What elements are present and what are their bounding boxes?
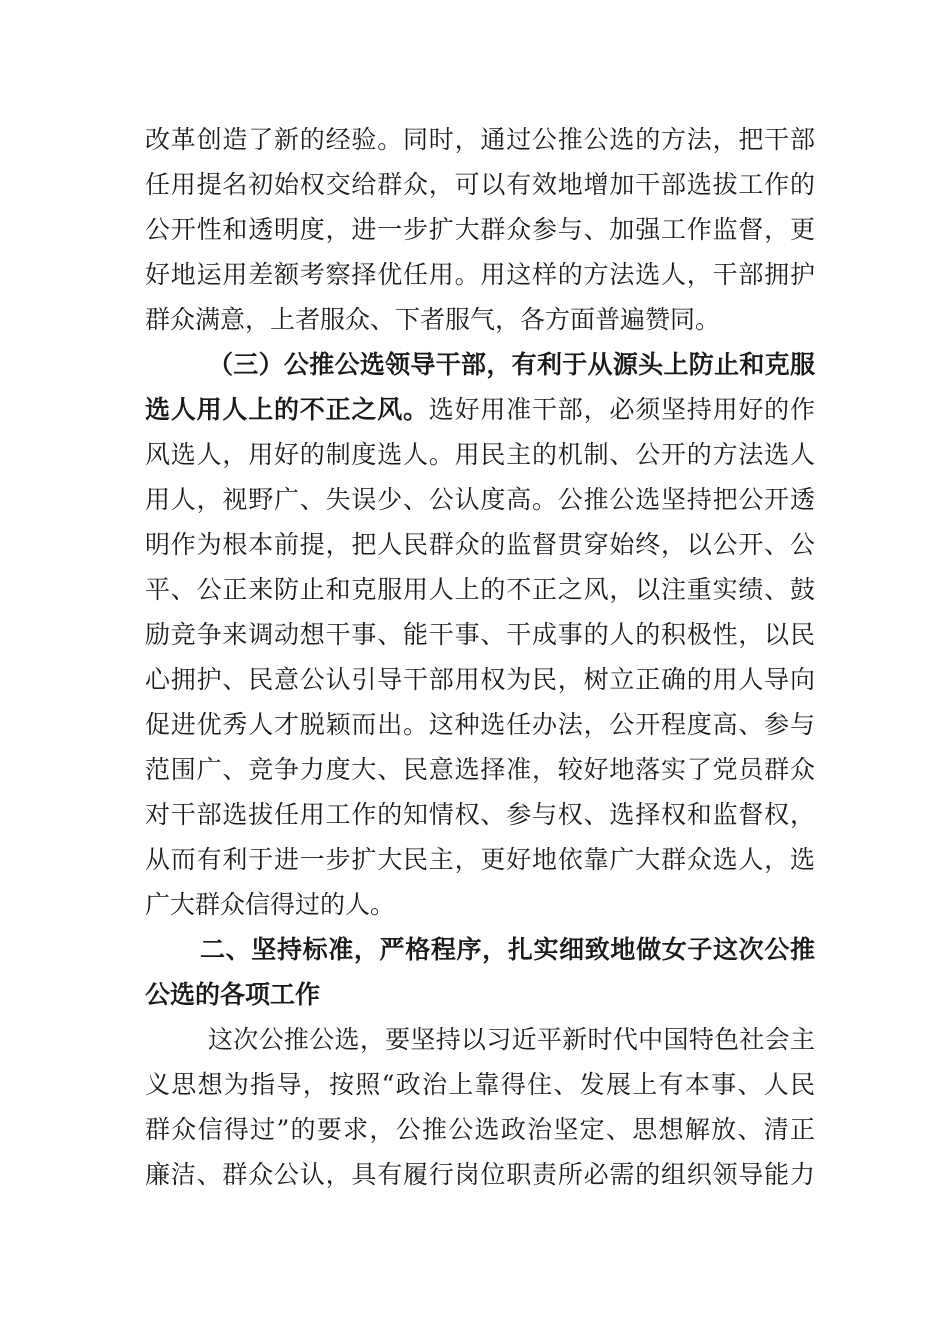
body-text-line: 廉洁、群众公认，具有履行岗位职责所必需的组织领导能力 [145,1160,815,1189]
subheading-continuation: 选人用人上的不正之风。 [145,395,429,424]
body-text-line: 对干部选拔任用工作的知情权、参与权、选择权和监督权， [145,800,815,829]
body-text-segment: 选好用准干部，必须坚持用好的作 [428,395,815,424]
body-text-line: 从而有利于进一步扩大民主，更好地依靠广大群众选人，选 [145,845,815,874]
body-text-line: 义思想为指导，按照“政治上靠得住、发展上有本事、人民 [145,1070,815,1099]
body-text-line: 广大群众信得过的人。 [145,890,396,919]
body-text-line: 风选人，用好的制度选人。用民主的机制、公开的方法选人 [145,440,815,469]
body-text-line: 平、公正来防止和克服用人上的不正之风，以注重实绩、鼓 [145,575,815,604]
body-text-line: 改革创造了新的经验。同时，通过公推公选的方法，把干部 [145,125,815,154]
body-text-line: 心拥护、民意公认引导干部用权为民，树立正确的用人导向 [145,665,815,694]
body-text-line: 明作为根本前提，把人民群众的监督贯穿始终，以公开、公 [145,530,815,559]
body-text-line: 公开性和透明度，进一步扩大群众参与、加强工作监督，更 [145,215,815,244]
body-text-line: 群众信得过”的要求，公推公选政治坚定、思想解放、清正 [145,1115,815,1144]
body-text-line: 促进优秀人才脱颖而出。这种选任办法，公开程度高、参与 [145,710,815,739]
body-text-line: 励竞争来调动想干事、能干事、干成事的人的积极性，以民 [145,620,815,649]
body-text-line: 用人，视野广、失误少、公认度高。公推公选坚持把公开透 [145,485,815,514]
mixed-text-line [145,388,815,432]
body-text-line: 好地运用差额考察择优任用。用这样的方法选人，干部拥护 [145,260,815,289]
section-heading-line: 公选的各项工作 [145,980,321,1009]
body-text-line: 群众满意，上者服众、下者服气，各方面普遍赞同。 [145,305,721,334]
body-text-line: 范围广、竞争力度大、民意选择准，较好地落实了党员群众 [145,755,815,784]
body-text-line: 这次公推公选，要坚持以习近平新时代中国特色社会主 [208,1025,815,1054]
body-text-line: 任用提名初始权交给群众，可以有效地增加干部选拔工作的 [145,170,815,199]
section-heading-line: 二、坚持标准，严格程序，扎实细致地做女子这次公推 [200,935,815,964]
subheading-line: （三）公推公选领导干部，有利于从源头上防止和克服 [208,350,815,379]
